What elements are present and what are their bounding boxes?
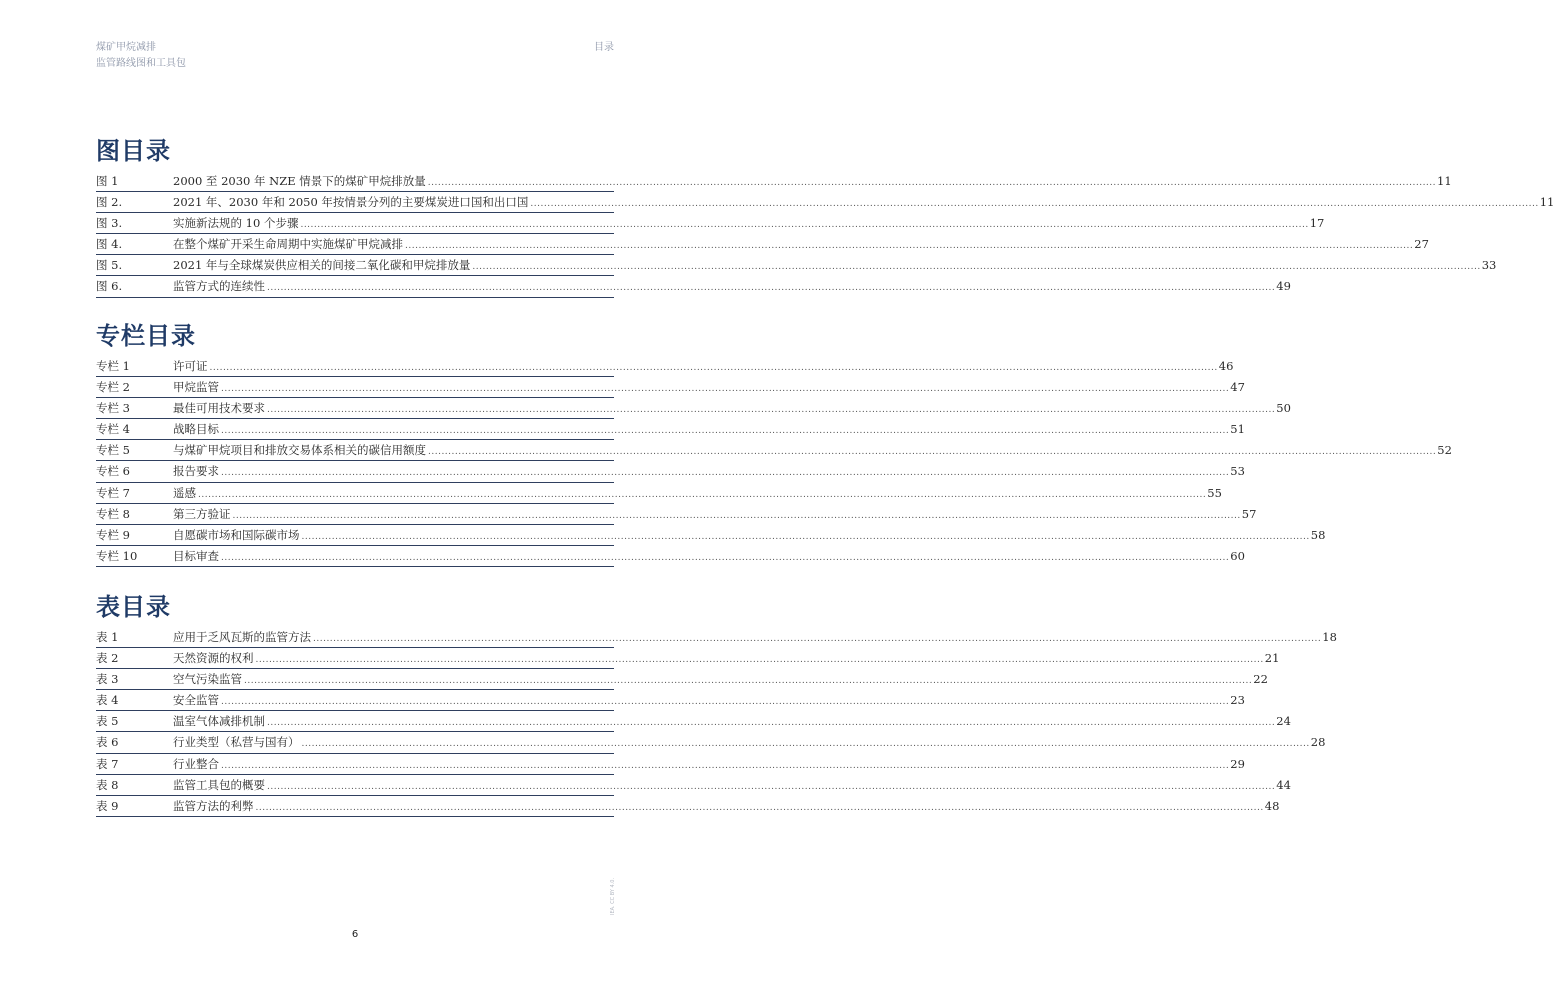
toc-entry-title: 实施新法规的 10 个步骤 — [173, 216, 299, 231]
toc-entry-page: 57 — [1241, 506, 1257, 521]
toc-entry[interactable] — [96, 775, 1291, 796]
toc-entry-label: 图 3. — [96, 216, 123, 231]
toc-entry-title: 应用于乏风瓦斯的监管方法 — [173, 630, 311, 644]
toc-entry-page: 46 — [1218, 359, 1234, 373]
toc-dot-leader: ............................................................................................................................................................................................................................................................................................................ — [472, 262, 1481, 273]
toc-dot-leader: ............................................................................................................................................................................................................................................................................................................ — [405, 241, 1414, 252]
toc-entry-title: 天然资源的权利 — [173, 651, 254, 666]
toc-entry-label: 专栏 7 — [96, 485, 130, 500]
toc-entry-title: 安全监管 — [173, 693, 219, 708]
toc-entry-label: 表 8 — [96, 777, 119, 792]
toc-entry-title: 自愿碳市场和国际碳市场 — [173, 527, 300, 542]
toc-entry-label: 表 7 — [96, 756, 119, 771]
toc-dot-leader: ............................................................................................................................................................................................................................................................................................................ — [221, 384, 1230, 395]
toc-entry-page: 21 — [1264, 651, 1280, 666]
toc-entry[interactable] — [96, 213, 1325, 234]
toc-entry-label: 表 1 — [96, 630, 119, 644]
toc-entry[interactable] — [96, 732, 1326, 753]
toc-dot-leader: ............................................................................................................................................................................................................................................................................................................ — [267, 283, 1276, 294]
license-note: IEA. CC BY 4.0. — [610, 877, 616, 915]
toc-entry-title: 在整个煤矿开采生命周期中实施煤矿甲烷减排 — [173, 237, 403, 252]
toc-entry-label: 图 1 — [96, 174, 119, 188]
toc-entry-page: 48 — [1264, 798, 1280, 813]
toc-entry-page: 49 — [1276, 279, 1291, 294]
toc-entry-title: 监管工具包的概要 — [173, 777, 265, 792]
toc-entry-label: 专栏 5 — [96, 443, 130, 458]
toc-entry-title: 最佳可用技术要求 — [173, 401, 265, 416]
toc-entry-label: 表 2 — [96, 651, 119, 666]
list-of-figures — [96, 131, 1554, 298]
running-header — [96, 40, 186, 72]
tables-list — [96, 627, 1337, 817]
toc-dot-leader: ............................................................................................................................................................................................................................................................................................................ — [232, 510, 1241, 521]
toc-entry-page: 28 — [1310, 735, 1326, 750]
toc-entry[interactable] — [96, 276, 1291, 297]
header-report-title: 煤矿甲烷减排 — [96, 42, 156, 53]
toc-dot-leader: ............................................................................................................................................................................................................................................................................................................ — [221, 426, 1230, 437]
toc-entry-label: 专栏 2 — [96, 380, 130, 395]
toc-entry-title: 2000 至 2030 年 NZE 情景下的煤矿甲烷排放量 — [173, 174, 426, 188]
toc-entry-label: 图 5. — [96, 258, 123, 273]
toc-dot-leader: ............................................................................................................................................................................................................................................................................................................ — [209, 363, 1218, 373]
toc-entry-title: 战略目标 — [173, 422, 219, 437]
toc-entry-page: 47 — [1230, 380, 1245, 395]
toc-entry-label: 专栏 9 — [96, 527, 130, 542]
toc-dot-leader: ............................................................................................................................................................................................................................................................................................................ — [198, 489, 1207, 500]
toc-dot-leader: ............................................................................................................................................................................................................................................................................................................ — [267, 718, 1276, 729]
toc-entry-title: 监管方式的连续性 — [173, 279, 265, 294]
toc-entry-page: 22 — [1253, 672, 1268, 687]
toc-entry[interactable] — [96, 440, 1452, 461]
toc-entry-title: 空气污染监管 — [173, 672, 242, 687]
toc-dot-leader: ............................................................................................................................................................................................................................................................................................................ — [221, 760, 1230, 771]
toc-entry[interactable] — [96, 419, 1245, 440]
toc-entry[interactable] — [96, 461, 1245, 482]
toc-entry[interactable] — [96, 171, 1452, 192]
toc-entry-title: 监管方法的利弊 — [173, 798, 254, 813]
toc-entry-page: 18 — [1322, 630, 1337, 644]
toc-entry-title: 目标审查 — [173, 548, 219, 563]
toc-dot-leader: ............................................................................................................................................................................................................................................................................................................ — [428, 447, 1437, 458]
toc-entry-label: 表 9 — [96, 798, 119, 813]
figures-list — [96, 171, 1554, 298]
toc-dot-leader: ............................................................................................................................................................................................................................................................................................................ — [255, 655, 1264, 666]
toc-entry-label: 表 3 — [96, 672, 119, 687]
toc-entry[interactable] — [96, 627, 1337, 648]
toc-entry[interactable] — [96, 525, 1326, 546]
header-section-name: 目录 — [594, 42, 614, 53]
toc-dot-leader: ............................................................................................................................................................................................................................................................................................................ — [300, 220, 1309, 231]
toc-entry-label: 专栏 8 — [96, 506, 130, 521]
toc-entry-page: 11 — [1437, 174, 1452, 188]
toc-entry-page: 29 — [1230, 756, 1245, 771]
toc-entry[interactable] — [96, 669, 1268, 690]
toc-entry-page: 17 — [1309, 216, 1325, 231]
toc-entry[interactable] — [96, 648, 1280, 669]
toc-entry-label: 专栏 3 — [96, 401, 130, 416]
toc-entry[interactable] — [96, 192, 1554, 213]
toc-entry-label: 专栏 10 — [96, 548, 138, 563]
toc-dot-leader: ............................................................................................................................................................................................................................................................................................................ — [267, 781, 1276, 792]
toc-entry-page: 53 — [1230, 464, 1245, 479]
toc-entry-title: 许可证 — [173, 359, 208, 373]
toc-dot-leader: ............................................................................................................................................................................................................................................................................................................ — [427, 178, 1437, 188]
toc-entry-page: 23 — [1230, 693, 1245, 708]
toc-entry-page: 24 — [1276, 714, 1291, 729]
toc-entry-title: 温室气体减排机制 — [173, 714, 265, 729]
toc-entry-label: 图 2. — [96, 195, 123, 210]
toc-entry-page: 27 — [1414, 237, 1429, 252]
toc-entry-label: 图 4. — [96, 237, 123, 252]
toc-entry[interactable] — [96, 754, 1245, 775]
toc-entry[interactable] — [96, 504, 1257, 525]
toc-entry-label: 专栏 1 — [96, 359, 130, 373]
toc-entry-label: 表 4 — [96, 693, 119, 708]
toc-dot-leader: ............................................................................................................................................................................................................................................................................................................ — [221, 468, 1230, 479]
toc-entry-page: 33 — [1481, 258, 1497, 273]
toc-entry[interactable] — [96, 690, 1245, 711]
toc-entry[interactable] — [96, 255, 1497, 276]
toc-entry-page: 44 — [1276, 777, 1291, 792]
toc-entry-label: 专栏 4 — [96, 422, 130, 437]
header-report-subtitle: 监管路线图和工具包 — [96, 58, 186, 69]
toc-entry-label: 图 6. — [96, 279, 123, 294]
toc-entry-title: 与煤矿甲烷项目和排放交易体系相关的碳信用额度 — [173, 443, 426, 458]
toc-dot-leader: ............................................................................................................................................................................................................................................................................................................ — [244, 676, 1253, 687]
toc-entry-title: 行业类型（私营与国有） — [173, 735, 300, 750]
tables-heading: 表目录 — [96, 593, 171, 621]
toc-dot-leader: ............................................................................................................................................................................................................................................................................................................ — [255, 802, 1264, 813]
toc-entry-page: 51 — [1230, 422, 1245, 437]
boxes-heading: 专栏目录 — [96, 322, 196, 350]
toc-entry-label: 表 6 — [96, 735, 119, 750]
list-of-boxes — [96, 316, 1452, 567]
toc-entry-page: 50 — [1276, 401, 1291, 416]
boxes-list — [96, 356, 1452, 567]
toc-entry[interactable] — [96, 711, 1291, 732]
toc-entry[interactable] — [96, 483, 1222, 504]
toc-entry-label: 表 5 — [96, 714, 119, 729]
toc-entry-page: 58 — [1310, 527, 1326, 542]
toc-entry-page: 11 — [1539, 195, 1554, 210]
toc-entry-label: 专栏 6 — [96, 464, 130, 479]
toc-dot-leader: ............................................................................................................................................................................................................................................................................................................ — [301, 739, 1310, 750]
list-of-tables — [96, 587, 1337, 817]
toc-dot-leader: ............................................................................................................................................................................................................................................................................................................ — [313, 634, 1322, 644]
toc-dot-leader: ............................................................................................................................................................................................................................................................................................................ — [301, 531, 1310, 542]
toc-dot-leader: ............................................................................................................................................................................................................................................................................................................ — [267, 405, 1276, 416]
toc-entry-page: 55 — [1207, 485, 1222, 500]
toc-entry[interactable] — [96, 377, 1245, 398]
toc-entry-title: 甲烷监管 — [173, 380, 219, 395]
page-number: 6 — [351, 929, 359, 940]
toc-entry[interactable] — [96, 234, 1429, 255]
toc-dot-leader: ............................................................................................................................................................................................................................................................................................................ — [530, 199, 1539, 210]
toc-entry-title: 遥感 — [173, 485, 196, 500]
toc-dot-leader: ............................................................................................................................................................................................................................................................................................................ — [221, 552, 1230, 563]
toc-entry[interactable] — [96, 398, 1291, 419]
toc-entry[interactable] — [96, 356, 1234, 377]
toc-entry[interactable] — [96, 796, 1280, 817]
toc-entry[interactable] — [96, 546, 1245, 567]
toc-entry-page: 60 — [1230, 548, 1245, 563]
toc-entry-page: 52 — [1437, 443, 1452, 458]
toc-dot-leader: ............................................................................................................................................................................................................................................................................................................ — [221, 697, 1230, 708]
toc-entry-title: 第三方验证 — [173, 506, 231, 521]
figures-heading: 图目录 — [96, 137, 171, 165]
toc-entry-title: 行业整合 — [173, 756, 219, 771]
toc-entry-title: 2021 年、2030 年和 2050 年按情景分列的主要煤炭进口国和出口国 — [173, 195, 529, 210]
toc-entry-title: 报告要求 — [173, 464, 219, 479]
toc-entry-title: 2021 年与全球煤炭供应相关的间接二氧化碳和甲烷排放量 — [173, 258, 471, 273]
